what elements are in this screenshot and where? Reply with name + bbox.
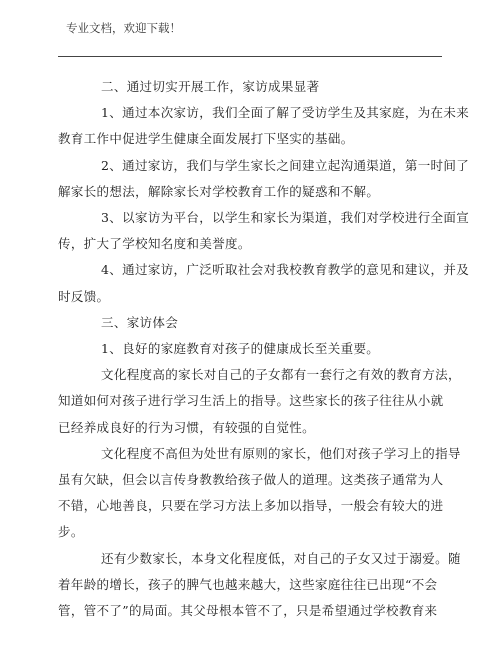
list-item-line: 解家长的想法，解除家长对学校教育工作的疑惑和不解。 bbox=[58, 183, 380, 199]
list-item bbox=[58, 257, 470, 309]
list-item bbox=[58, 100, 470, 152]
paragraph-line: 文化程度高的家长对自己的子女都有一套行之有效的教育方法， bbox=[101, 367, 461, 383]
paragraph-line: 管，管不了”的局面。其父母根本管不了，只是希望通过学校教育来 bbox=[58, 603, 438, 619]
paragraph-line: 不错，心地善良，只要在学习方法上多加以指导，一般会有较大的进 bbox=[58, 498, 444, 514]
list-item-line: 传，扩大了学校知名度和美誉度。 bbox=[58, 236, 251, 252]
paragraph-line: 虽有欠缺，但会以言传身教教给孩子做人的道理。这类孩子通常为人 bbox=[58, 472, 444, 488]
paragraph bbox=[58, 546, 461, 625]
list-item bbox=[58, 153, 470, 205]
page-header-text: 专业文档，欢迎下载！ bbox=[66, 21, 181, 35]
paragraph-line: 知道如何对孩子进行学习生活上的指导。这些家长的孩子往往从小就 bbox=[58, 393, 444, 409]
section-heading: 二、通过切实开展工作，家访成果显著 bbox=[101, 79, 320, 94]
list-item-line: 2、通过家访，我们与学生家长之间建立起沟通渠道，第一时间了 bbox=[101, 157, 470, 173]
paragraph-line: 还有少数家长，本身文化程度低，对自己的子女又过于溺爱。随 bbox=[101, 550, 461, 566]
document-body bbox=[58, 74, 470, 624]
paragraph-line: 着年龄的增长，孩子的脾气也越来越大，这些家庭往往已出现“不会 bbox=[58, 576, 438, 592]
paragraph bbox=[58, 441, 461, 546]
list-item bbox=[58, 205, 470, 257]
list-item-line: 4、通过家访，广泛听取社会对我校教育教学的意见和建议，并及 bbox=[101, 262, 470, 278]
paragraph-line: 步。 bbox=[58, 524, 84, 540]
list-item-line: 时反馈。 bbox=[58, 288, 110, 304]
paragraph-line: 文化程度不高但为处世有原则的家长，他们对孩子学习上的指导 bbox=[101, 445, 461, 461]
list-item-line: 3、以家访为平台，以学生和家长为渠道，我们对学校进行全面宣 bbox=[101, 210, 470, 226]
paragraph bbox=[58, 362, 461, 441]
paragraph-line: 已经养成良好的行为习惯，有较强的自觉性。 bbox=[58, 419, 316, 435]
header-divider bbox=[58, 56, 442, 57]
list-item-line: 教育工作中促进学生健康全面发展打下坚实的基础。 bbox=[58, 131, 354, 147]
subsection-heading: 1、良好的家庭教育对孩子的健康成长至关重要。 bbox=[101, 341, 380, 357]
list-item-line: 1、通过本次家访，我们全面了解了受访学生及其家庭，为在未来 bbox=[101, 105, 470, 121]
section-heading: 三、家访体会 bbox=[101, 314, 179, 330]
